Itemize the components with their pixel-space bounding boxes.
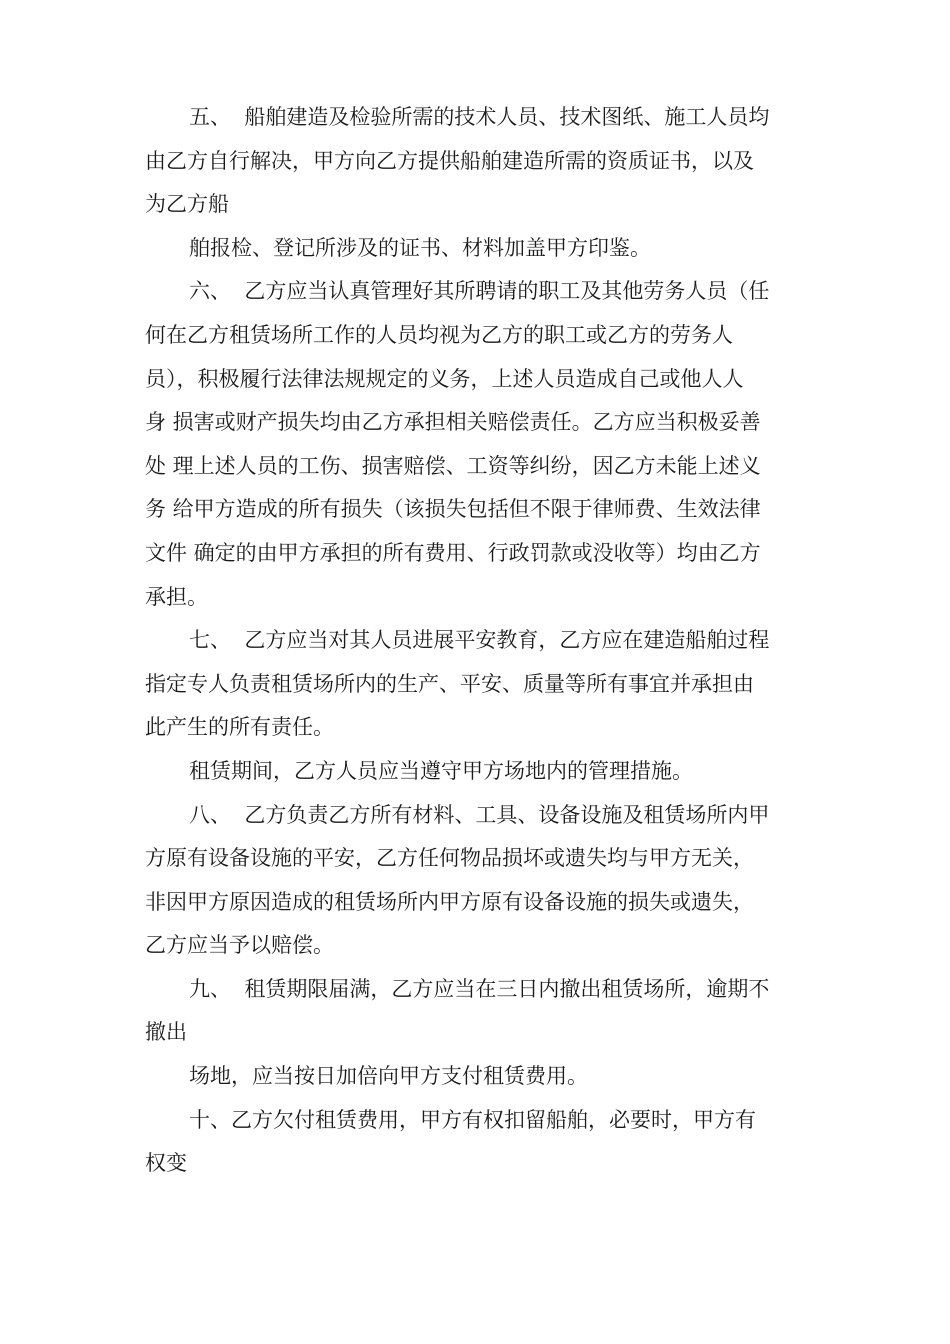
text-line: 务 给甲方造成的所有损失（该损失包括但不限于律师费、生效法律 [145,497,761,522]
text-line: 非因甲方原因造成的租赁场所内甲方原有设备设施的损失或遗失， [145,889,754,914]
text-line: 八、 乙方负责乙方所有材料、工具、设备设施及租赁场所内甲 [189,802,770,827]
text-line: 九、 租赁期限届满，乙方应当在三日内撤出租赁场所，逾期不 [189,976,770,1001]
text-line: 此产生的所有责任。 [145,715,334,740]
text-line: 舶报检、登记所涉及的证书、材料加盖甲方印鉴。 [189,235,651,260]
text-line: 由乙方自行解决，甲方向乙方提供船舶建造所需的资质证书，以及 [145,148,754,173]
text-line: 五、 船舶建造及检验所需的技术人员、技术图纸、施工人员均 [189,105,770,129]
document-body [145,96,810,1186]
text-line: 十、乙方欠付租赁费用，甲方有权扣留船舶，必要时，甲方有 [189,1107,756,1132]
text-line: 六、 乙方应当认真管理好其所聘请的职工及其他劳务人员（任 [189,279,770,304]
text-line: 指定专人负责租赁场所内的生产、平安、质量等所有事宜并承担由 [145,671,754,696]
text-line: 权变 [145,1151,187,1176]
text-line: 处 理上述人员的工伤、损害赔偿、工资等纠纷，因乙方未能上述义 [145,453,761,478]
text-line: 七、 乙方应当对其人员进展平安教育，乙方应在建造船舶过程 [189,628,770,653]
text-line: 方原有设备设施的平安，乙方任何物品损坏或遗失均与甲方无关， [145,846,754,871]
text-line: 乙方应当予以赔偿。 [145,933,334,958]
text-line: 何在乙方租赁场所工作的人员均视为乙方的职工或乙方的劳务人 [145,322,733,347]
text-line: 文件 确定的由甲方承担的所有费用、行政罚款或没收等）均由乙方 [145,540,761,565]
text-line: 身 损害或财产损失均由乙方承担相关赔偿责任。乙方应当积极妥善 [145,410,761,435]
text-line: 员），积极履行法律法规规定的义务，上述人员造成自己或他人人 [145,366,744,391]
text-line: 租赁期间，乙方人员应当遵守甲方场地内的管理措施。 [189,758,693,783]
text-line: 场地，应当按日加倍向甲方支付租赁费用。 [189,1064,588,1089]
text-line: 承担。 [145,584,208,609]
text-line: 为乙方船 [145,192,229,217]
text-line: 撤出 [145,1020,187,1045]
